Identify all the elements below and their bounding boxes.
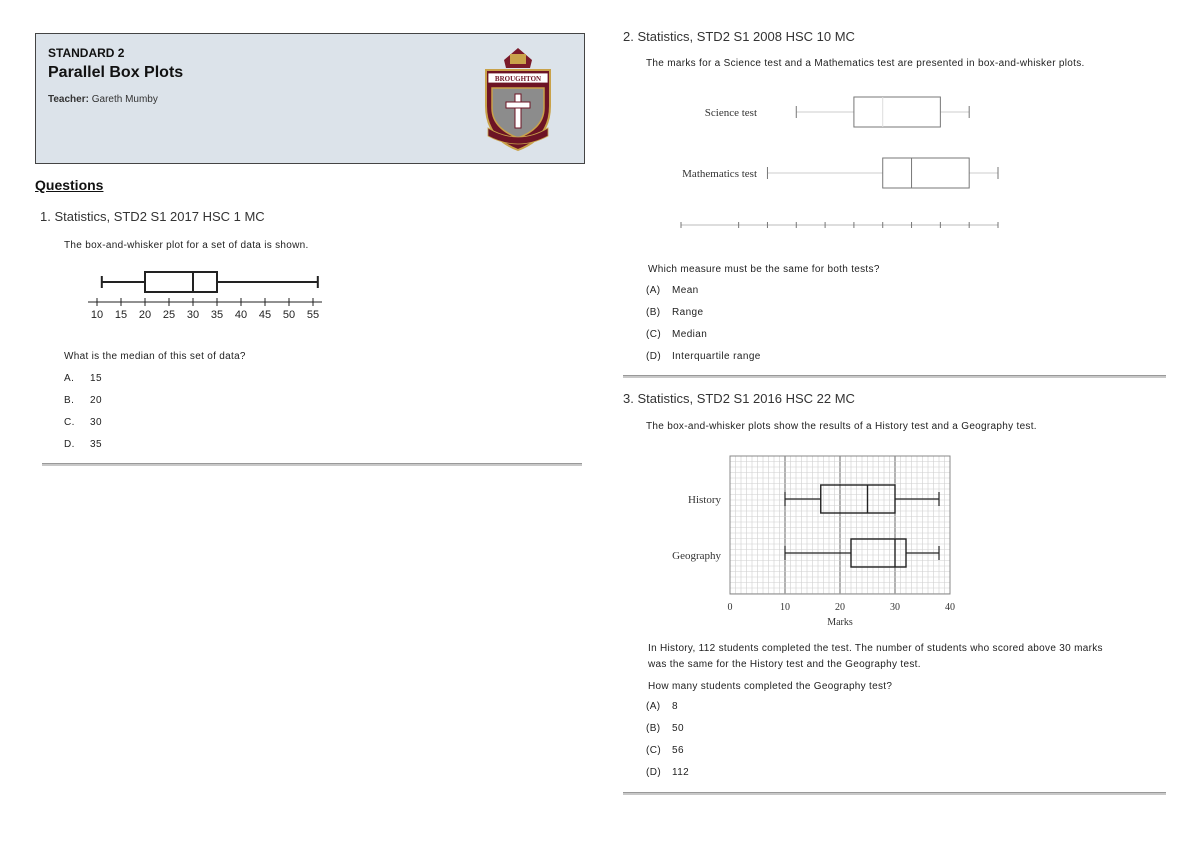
answer-option-letter: (C) xyxy=(646,329,662,340)
q1-box xyxy=(145,272,217,292)
teacher-label: Teacher: xyxy=(48,94,89,105)
q3-geography-label: Geography xyxy=(672,550,721,562)
answer-option-letter: D. xyxy=(64,439,75,450)
answer-option[interactable] xyxy=(646,767,689,778)
q1-question: What is the median of this set of data? xyxy=(64,351,246,362)
q3-x-axis-label: Marks xyxy=(827,617,853,628)
answer-option-letter: (D) xyxy=(646,351,662,362)
q1-tick-label: 25 xyxy=(162,309,176,321)
answer-option-letter: B. xyxy=(64,395,75,406)
answer-option-value: 56 xyxy=(672,745,684,756)
answer-option-letter: (B) xyxy=(646,307,661,318)
q3-tick-label: 10 xyxy=(780,602,790,613)
q3-tick-label: 20 xyxy=(835,602,845,613)
q3-title: 3. Statistics, STD2 S1 2016 HSC 22 MC xyxy=(623,391,855,406)
q2-intro: The marks for a Science test and a Mathematics test are presented in box-and-whisker plots. xyxy=(646,58,1085,69)
q2-question: Which measure must be the same for both tests? xyxy=(648,264,880,275)
answer-option[interactable] xyxy=(646,307,703,318)
q2-title: 2. Statistics, STD2 S1 2008 HSC 10 MC xyxy=(623,29,855,44)
worksheet-header xyxy=(35,33,585,164)
answer-option[interactable] xyxy=(64,439,102,450)
answer-option[interactable] xyxy=(646,745,684,756)
answer-option[interactable] xyxy=(646,723,684,734)
answer-option-value: Interquartile range xyxy=(672,351,761,362)
answer-option-value: 15 xyxy=(90,373,102,384)
answer-option-letter: (A) xyxy=(646,701,661,712)
divider xyxy=(623,792,1166,795)
answer-option[interactable] xyxy=(64,395,102,406)
q1-axis-ticks xyxy=(91,298,319,321)
q1-boxplot xyxy=(80,268,330,328)
school-crest-logo xyxy=(482,46,554,152)
answer-option[interactable] xyxy=(646,285,699,296)
q2-boxplot xyxy=(660,88,1010,238)
answer-option[interactable] xyxy=(646,701,678,712)
q3-history-label: History xyxy=(688,494,721,506)
q1-tick-label: 55 xyxy=(306,309,320,321)
q1-tick-label: 10 xyxy=(90,309,104,321)
answer-option-value: Mean xyxy=(672,285,699,296)
divider xyxy=(42,463,582,466)
teacher-line xyxy=(48,94,158,105)
answer-option-letter: (A) xyxy=(646,285,661,296)
q1-tick-label: 15 xyxy=(114,309,128,321)
q3-tick-label: 40 xyxy=(945,602,955,613)
q1-title: 1. Statistics, STD2 S1 2017 HSC 1 MC xyxy=(40,209,265,224)
q3-question-line1: In History, 112 students completed the test. The number of students who scored above 30 marks xyxy=(648,643,1103,654)
answer-option-value: 35 xyxy=(90,439,102,450)
answer-option-value: 112 xyxy=(672,767,690,778)
answer-option-letter: A. xyxy=(64,373,75,384)
divider xyxy=(623,375,1166,378)
answer-option-value: 30 xyxy=(90,417,102,428)
q1-tick-label: 30 xyxy=(186,309,200,321)
q1-tick-label: 35 xyxy=(210,309,224,321)
page-title: Parallel Box Plots xyxy=(48,64,184,81)
answer-option-value: 8 xyxy=(672,701,678,712)
q1-tick-label: 20 xyxy=(138,309,152,321)
teacher-name: Gareth Mumby xyxy=(91,94,158,105)
q3-boxplot xyxy=(660,452,970,634)
answer-option-letter: (D) xyxy=(646,767,662,778)
section-heading: Questions xyxy=(35,177,104,193)
q2-maths-label: Mathematics test xyxy=(682,168,757,180)
answer-option-value: Range xyxy=(672,307,704,318)
q1-tick-label: 50 xyxy=(282,309,296,321)
answer-option[interactable] xyxy=(64,417,102,428)
answer-option[interactable] xyxy=(646,329,707,340)
q2-science-box xyxy=(854,97,940,127)
q3-tick-label: 0 xyxy=(727,602,733,613)
q1-tick-label: 40 xyxy=(234,309,248,321)
answer-option-value: Median xyxy=(672,329,708,340)
q3-question-line2: was the same for the History test and the Geography test. xyxy=(648,659,921,670)
subject-label: STANDARD 2 xyxy=(48,46,125,60)
answer-option[interactable] xyxy=(64,373,102,384)
crest-name: BROUGHTON xyxy=(494,75,542,83)
q1-intro: The box-and-whisker plot for a set of data is shown. xyxy=(64,240,309,251)
q3-tick-label: 30 xyxy=(890,602,900,613)
q2-maths-box xyxy=(883,158,969,188)
q3-question2: How many students completed the Geography test? xyxy=(648,681,893,692)
answer-option-letter: (B) xyxy=(646,723,661,734)
answer-option-value: 50 xyxy=(672,723,684,734)
answer-option-value: 20 xyxy=(90,395,102,406)
answer-option-letter: C. xyxy=(64,417,75,428)
answer-option-letter: (C) xyxy=(646,745,662,756)
q1-tick-label: 45 xyxy=(258,309,272,321)
q2-science-label: Science test xyxy=(704,107,757,119)
q3-intro: The box-and-whisker plots show the results of a History test and a Geography test. xyxy=(646,421,1037,432)
answer-option[interactable] xyxy=(646,351,761,362)
